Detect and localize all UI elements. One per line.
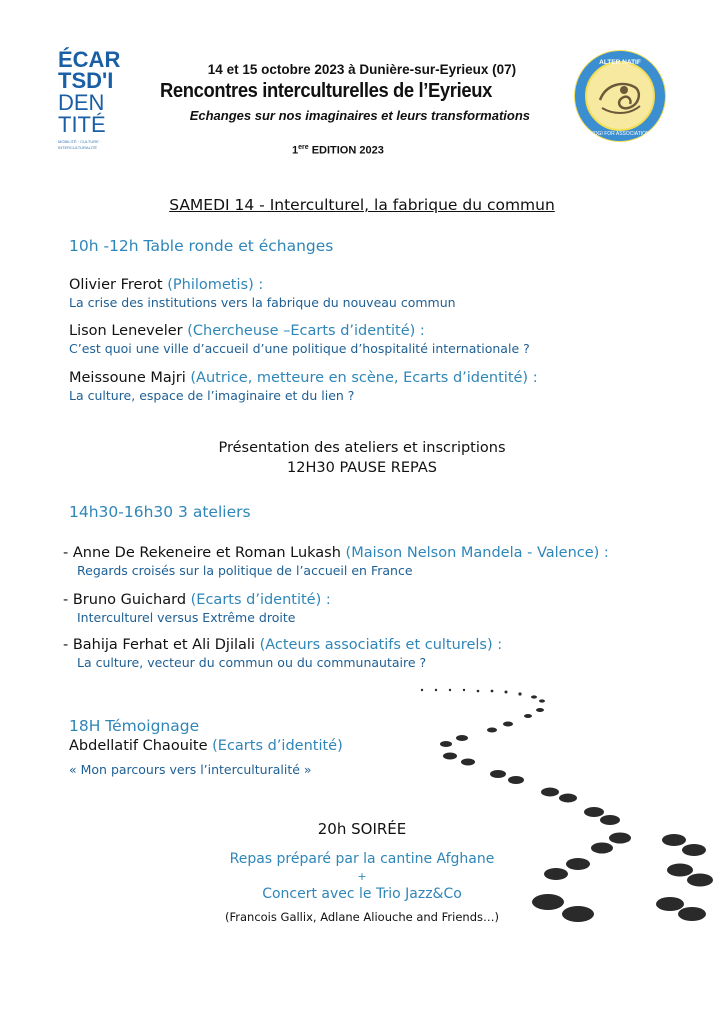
- morning-heading: 10h -12h Table ronde et échanges: [69, 237, 334, 255]
- badge-top-text: ALTER NATIF: [599, 59, 641, 66]
- day-title: SAMEDI 14 - Interculturel, la fabrique du commun: [169, 196, 555, 214]
- edition-ordinal: ere: [298, 144, 309, 151]
- workshop-topic: La culture, vecteur du commun ou du communautaire ?: [77, 655, 427, 670]
- event-subtitle: Echanges sur nos imaginaires et leurs transformations: [189, 108, 530, 123]
- speaker-name: Meissoune Majri: [69, 370, 191, 386]
- testimony-quote: « Mon parcours vers l’interculturalité »: [69, 762, 312, 777]
- workshop-org: (Maison Nelson Mandela - Valence) :: [345, 545, 609, 561]
- speaker-name: Olivier Frerot: [69, 277, 168, 293]
- speaker-org: (Chercheuse –Ecarts d’identité) :: [187, 323, 425, 339]
- speaker-topic: C’est quoi une ville d’accueil d’une politique d’hospitalité internationale ?: [69, 341, 530, 356]
- evening-guests: (Francois Gallix, Adlane Aliouche and Friends…): [225, 910, 499, 924]
- testimony-org: (Ecarts d’identité): [212, 738, 343, 754]
- testimony-heading: 18H Témoignage: [69, 717, 200, 735]
- speaker-topic: La culture, espace de l’imaginaire et du lien ?: [69, 388, 355, 403]
- logo-subtitle: MOBILITÉ · CULTURE · INTERCULTURALITÉ: [58, 139, 102, 150]
- testimony-speaker: [69, 738, 343, 754]
- badge-bottom-text: YOGI FOR ASSOCIATION: [590, 131, 650, 137]
- speaker-1: [69, 277, 456, 310]
- logo-line-4: TITÉ: [58, 112, 106, 137]
- lunch-break: 12H30 PAUSE REPAS: [287, 460, 437, 476]
- speaker-org: (Autrice, metteure en scène, Ecarts d’identité) :: [190, 370, 538, 386]
- workshop-1: [63, 545, 609, 578]
- workshop-topic: Regards croisés sur la politique de l’accueil en France: [77, 563, 413, 578]
- logo-line-2: TSD'I: [58, 68, 114, 93]
- speaker-org: (Philometis) :: [167, 277, 264, 293]
- testimony-name: Abdellatif Chaouite: [69, 738, 213, 754]
- edition-number: 1: [292, 144, 299, 157]
- evening-meal: Repas préparé par la cantine Afghane: [229, 851, 495, 867]
- afternoon-heading: 14h30-16h30 3 ateliers: [69, 503, 251, 521]
- evening-concert: Concert avec le Trio Jazz&Co: [262, 886, 462, 902]
- workshop-speakers: - Bruno Guichard: [63, 592, 191, 608]
- edition-label: [292, 144, 384, 157]
- alter-natif-badge: [572, 48, 668, 144]
- edition-year: EDITION 2023: [308, 144, 384, 157]
- event-title: Rencontres interculturelles de l’Eyrieux: [160, 80, 492, 102]
- workshop-org: (Ecarts d’identité) :: [190, 592, 331, 608]
- logo-line-3: DEN: [58, 90, 105, 115]
- speaker-2: [69, 323, 530, 356]
- evening-heading: 20h SOIRÉE: [317, 820, 407, 838]
- alter-natif-logo-icon: [572, 48, 668, 144]
- workshop-speakers: - Bahija Ferhat et Ali Djilali: [63, 637, 260, 653]
- workshop-presentation: Présentation des ateliers et inscriptions: [218, 440, 506, 456]
- workshop-speakers: - Anne De Rekeneire et Roman Lukash: [63, 545, 346, 561]
- workshop-2: [63, 592, 331, 625]
- speaker-name: Lison Leneveler: [69, 323, 188, 339]
- logo-line-1: ÉCAR: [58, 47, 121, 72]
- workshop-org: (Acteurs associatifs et culturels) :: [259, 637, 503, 653]
- workshop-topic: Interculturel versus Extrême droite: [77, 610, 296, 625]
- event-date-place: 14 et 15 octobre 2023 à Dunière-sur-Eyrieux (07): [207, 62, 517, 77]
- speaker-topic: La crise des institutions vers la fabrique du nouveau commun: [69, 295, 456, 310]
- workshop-3: [63, 637, 502, 670]
- speaker-3: [69, 370, 538, 403]
- evening-plus: +: [357, 870, 367, 883]
